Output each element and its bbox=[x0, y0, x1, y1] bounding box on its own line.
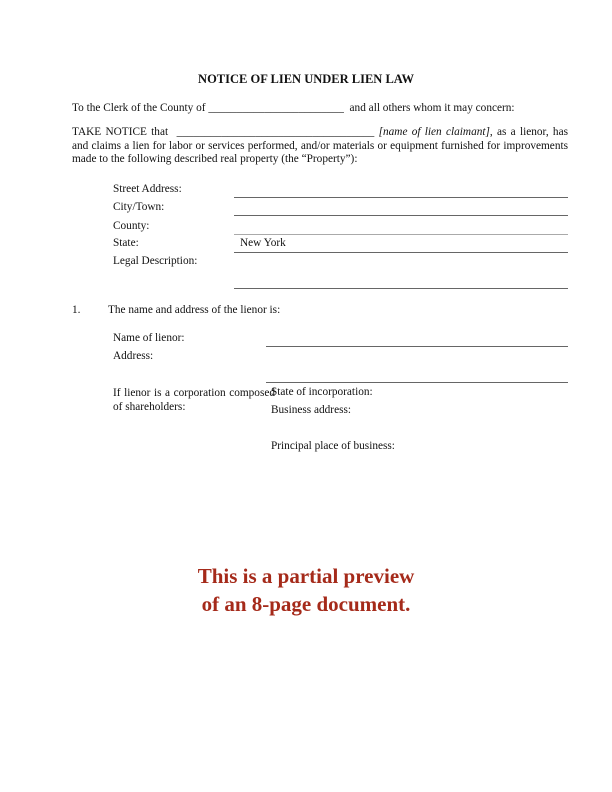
take-notice-paragraph bbox=[72, 126, 568, 167]
street-label: Street Address: bbox=[113, 183, 182, 195]
state-field bbox=[234, 252, 568, 253]
notice-rest2: lienor, has and claims a lien for labor or services performed, and/or materials or equipment furnished for improvements made to the following described real property (the “Property”): bbox=[72, 126, 568, 165]
legal-label: Legal Description: bbox=[113, 255, 198, 267]
clerk-suffix: and all others whom it may concern: bbox=[349, 102, 515, 114]
street-field[interactable] bbox=[234, 197, 568, 198]
preview-notice-line2: of an 8-page document. bbox=[201, 592, 411, 616]
incorp-label: State of incorporation: bbox=[271, 386, 373, 398]
county-label: County: bbox=[113, 220, 150, 232]
principal-place-label: Principal place of business: bbox=[271, 440, 395, 452]
lienor-name-field[interactable] bbox=[266, 346, 568, 347]
address-field[interactable] bbox=[266, 382, 568, 383]
page-title: NOTICE OF LIEN UNDER LIEN LAW bbox=[198, 72, 414, 86]
address-label: Address: bbox=[113, 350, 154, 362]
section-number: 1. bbox=[72, 304, 81, 316]
county-blank[interactable]: ________________________ bbox=[208, 102, 344, 114]
notice-rest1: , as a bbox=[489, 126, 516, 138]
claimant-blank[interactable]: ___________________________________ bbox=[176, 126, 375, 138]
clerk-line bbox=[72, 102, 515, 115]
clerk-prefix: To the Clerk of the County of bbox=[72, 102, 206, 114]
city-label: City/Town: bbox=[113, 201, 165, 213]
business-address-label: Business address: bbox=[271, 404, 352, 416]
corp-label: If lienor is a corporation composed of shareholders: bbox=[113, 387, 275, 413]
section-heading: The name and address of the lienor is: bbox=[108, 304, 281, 316]
claimant-placeholder: [name of lien claimant] bbox=[378, 126, 490, 138]
city-field[interactable] bbox=[234, 215, 568, 216]
state-value[interactable]: New York bbox=[240, 237, 286, 249]
legal-field[interactable] bbox=[234, 288, 568, 289]
state-label: State: bbox=[113, 237, 139, 249]
notice-prefix: TAKE NOTICE that bbox=[72, 126, 169, 138]
lienor-name-label: Name of lienor: bbox=[113, 332, 185, 344]
preview-notice-line1: This is a partial preview bbox=[197, 564, 415, 588]
county-field[interactable] bbox=[234, 234, 568, 235]
